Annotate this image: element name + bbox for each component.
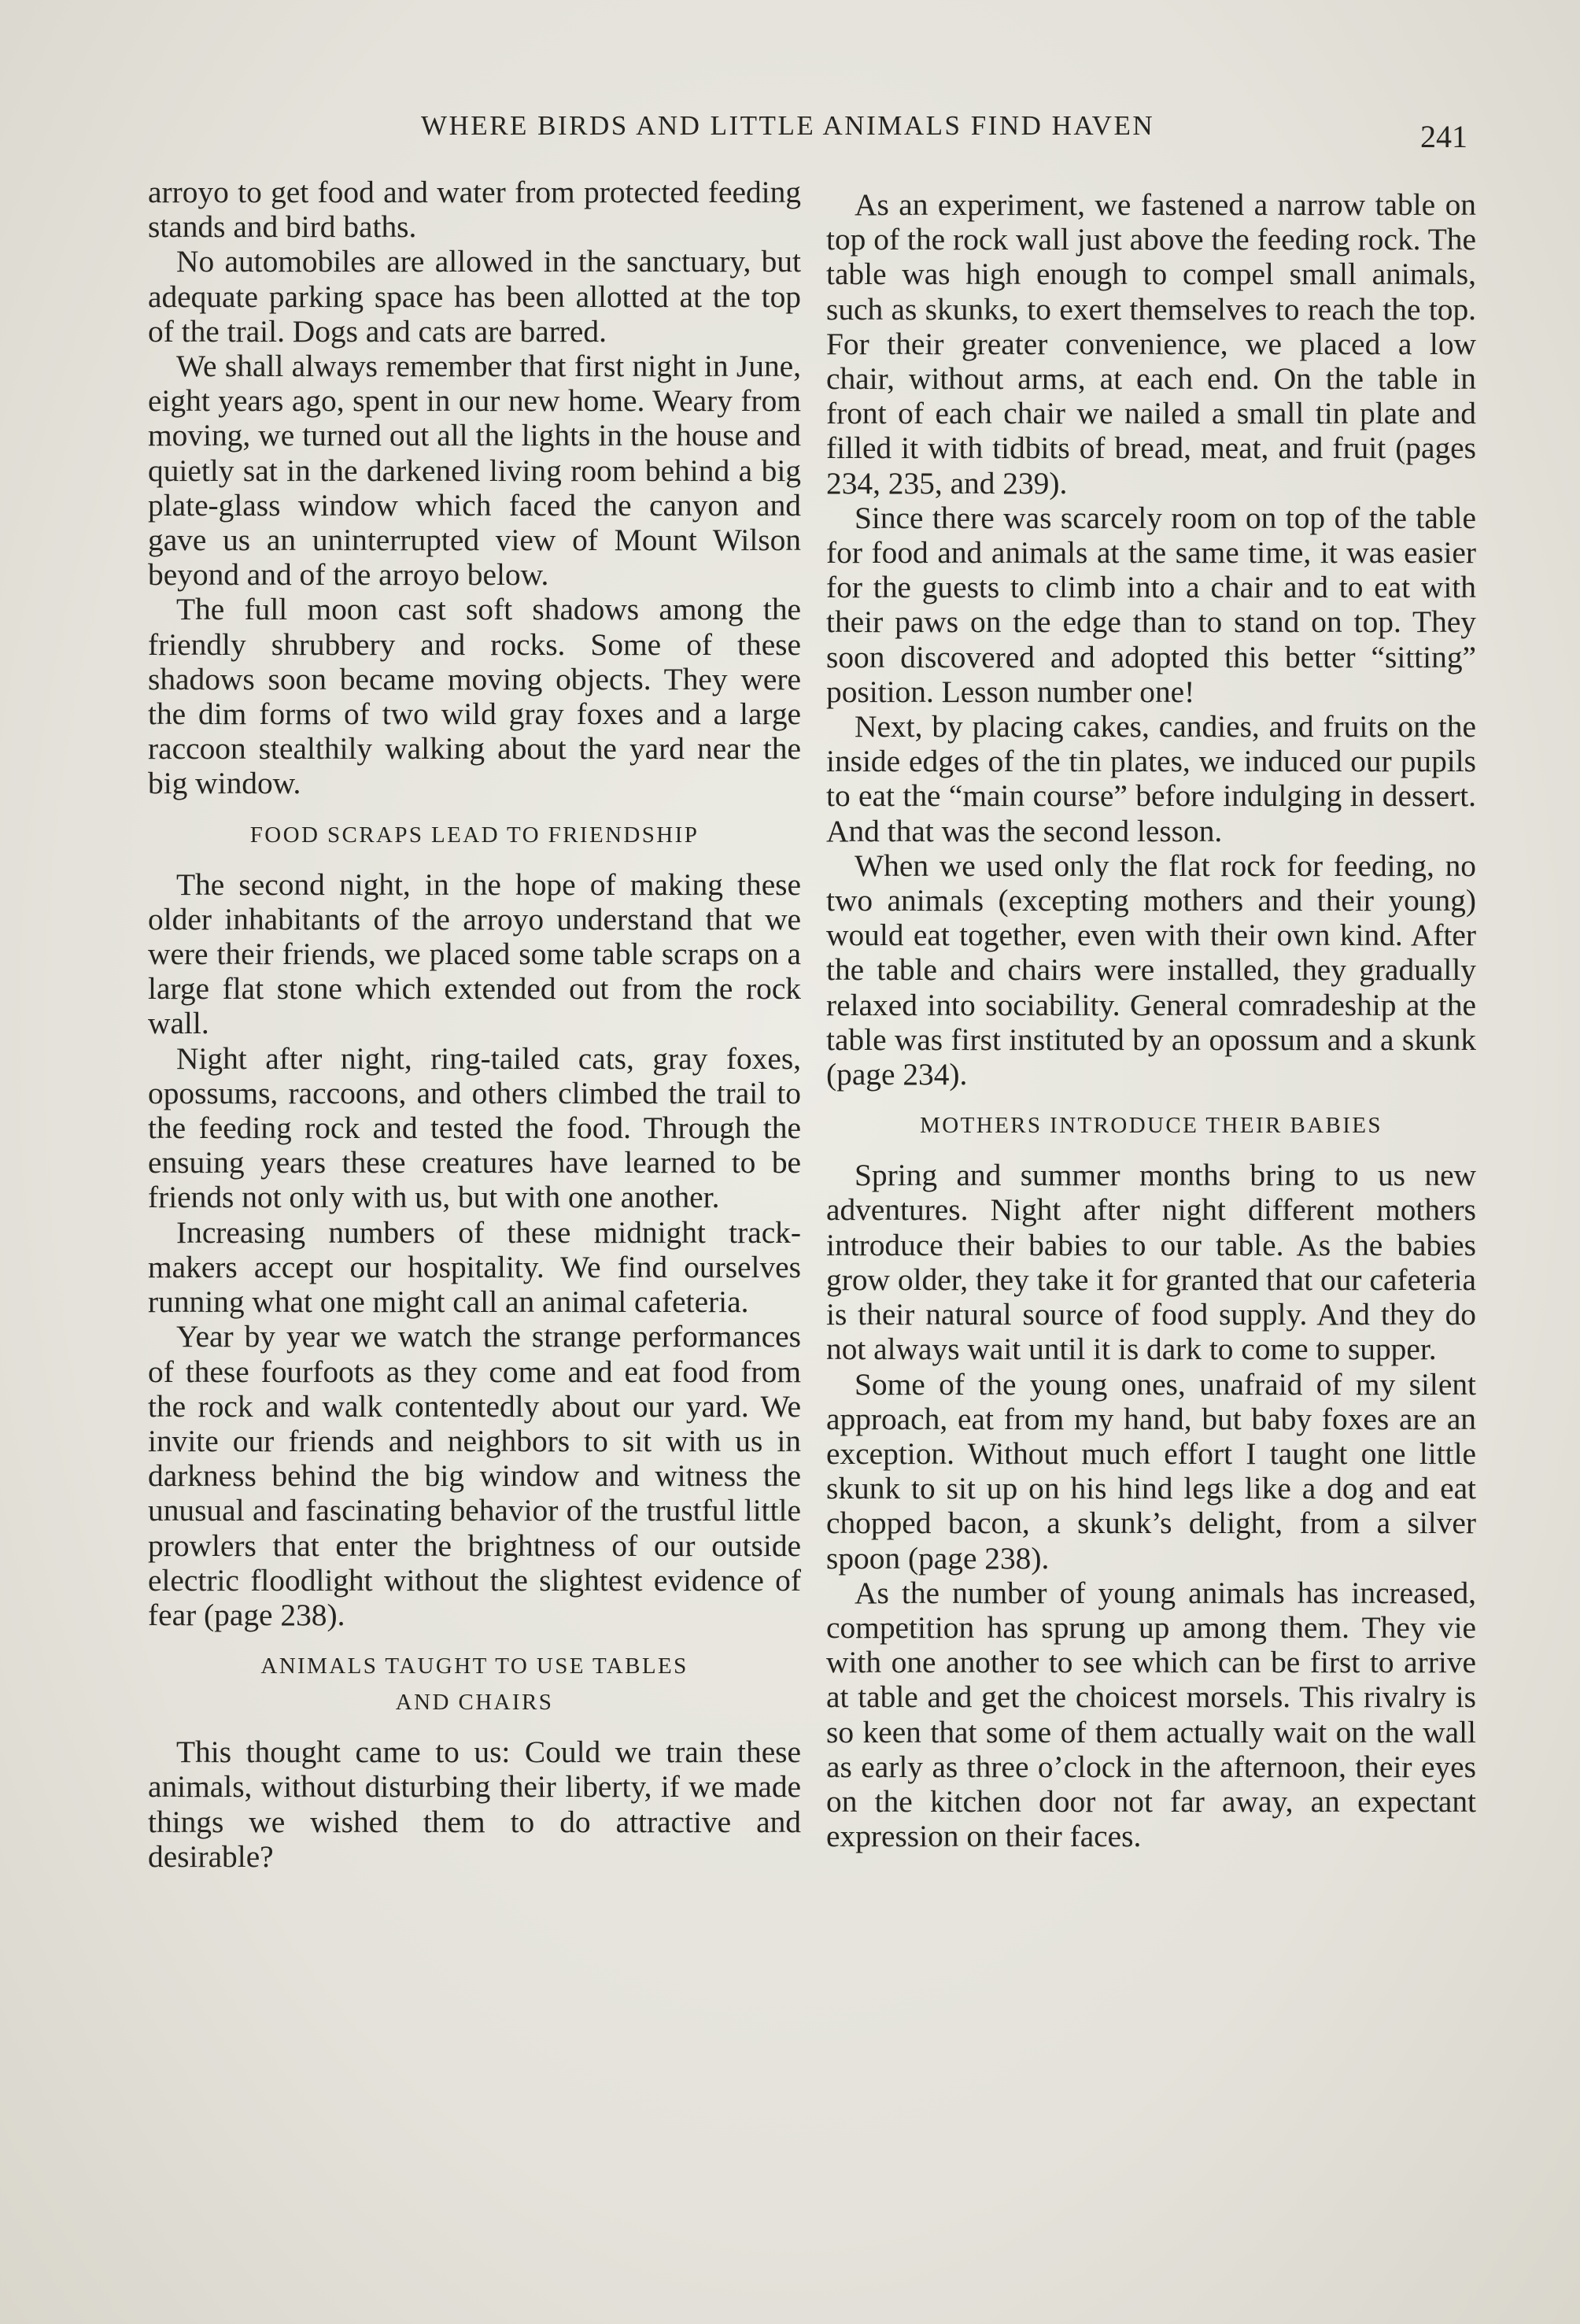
paragraph: Year by year we watch the strange performances of these fourfoots as they come and eat food from the rock and walk contentedly about our yard. We invite our friends and neighbors to sit with us in darkness behind the big window and witness the unusual and fascinating behavior of the trustful little prowlers that enter the brightness of our outside electric floodlight without the slightest evidence of fear (page 238).	[148, 1319, 801, 1632]
paragraph: This thought came to us: Could we train these animals, without disturbing their liberty, if we made things we wished them to do attractive and desirable?	[148, 1735, 801, 1874]
paragraph: The second night, in the hope of making these older inhabitants of the arroyo understand that we were their friends, we placed some table scraps on a large flat stone which extended out from the rock wall.	[148, 866, 801, 1041]
paragraph: arroyo to get food and water from protected feeding stands and bird baths.	[148, 175, 801, 245]
section-heading-line: AND CHAIRS	[395, 1690, 554, 1716]
paragraph: When we used only the flat rock for feeding, no two animals (excepting mothers and their young) would eat together, even with their own kind. After the table and chairs were installed, they gradually relaxed into sociability. General comradeship at the table was first instituted by an opossum and a skunk (page 234).	[826, 848, 1476, 1092]
paragraph: The full moon cast soft shadows among the friendly shrubbery and rocks. Some of these shadows soon became moving objects. They were the dim forms of two wild gray foxes and a large raccoon stealthily walking about the yard near the big window.	[148, 592, 801, 801]
left-column	[148, 175, 801, 1874]
section-heading-line: ANIMALS TAUGHT TO USE TABLES	[260, 1653, 688, 1679]
paragraph: As an experiment, we fastened a narrow table on top of the rock wall just above the feeding rock. The table was high enough to compel small animals, such as skunks, to exert themselves to reach the top. For their greater convenience, we placed a low chair, without arms, at each end. On the table in front of each chair we nailed a small tin plate and filled it with tidbits of bread, meat, and fruit (pages 234, 235, and 239).	[826, 187, 1476, 501]
section-heading: FOOD SCRAPS LEAD TO FRIENDSHIP	[249, 822, 700, 848]
paragraph: We shall always remember that first night in June, eight years ago, spent in our new home. Weary from moving, we turned out all the lights in the house and quietly sat in the darkened living room behind a big plate-glass window which faced the canyon and gave us an uninterrupted view of Mount Wilson beyond and of the arroyo below.	[148, 349, 801, 593]
section-heading	[148, 1648, 801, 1720]
right-column	[826, 187, 1476, 1853]
paragraph: Some of the young ones, unafraid of my silent approach, eat from my hand, but baby foxes are an exception. Without much effort I taught one little skunk to sit up on his hind legs like a dog and eat chopped bacon, a skunk’s delight, from a silver spoon (page 238).	[826, 1366, 1476, 1576]
paragraph: Spring and summer months bring to us new adventures. Night after night different mothers introduce their babies to our table. As the babies grow older, they take it for granted that our cafeteria is their natural source of food supply. And they do not always wait until it is dark to come to supper.	[826, 1158, 1476, 1367]
section-heading: MOTHERS INTRODUCE THEIR BABIES	[920, 1113, 1382, 1139]
paragraph: Night after night, ring-tailed cats, gray foxes, opossums, raccoons, and others climbed the trail to the feeding rock and tested the food. Through the ensuing years these creatures have learned to be friends not only with us, but with one another.	[148, 1040, 801, 1215]
paragraph: As the number of young animals has increased, competition has sprung up among them. They vie with one another to see which can be first to arrive at table and get the choicest morsels. This rivalry is so keen that some of them actually wait on the wall as early as three o’clock in the afternoon, their eyes on the kitchen door not far away, an expectant expression on their faces.	[826, 1575, 1476, 1854]
page-number: 241	[1420, 119, 1467, 154]
paragraph: Since there was scarcely room on top of the table for food and animals at the same time, it was easier for the guests to climb into a chair and to eat with their paws on the edge than to stand on top. They soon discovered and adopted this better “sitting” position. Lesson number one!	[826, 500, 1476, 709]
paragraph: Increasing numbers of these midnight track-makers accept our hospitality. We find ourselves running what one might call an animal cafeteria.	[148, 1214, 801, 1320]
paragraph: No automobiles are allowed in the sanctuary, but adequate parking space has been allotted at the top of the trail. Dogs and cats are barred.	[148, 244, 801, 349]
running-head: WHERE BIRDS AND LITTLE ANIMALS FIND HAVEN	[421, 110, 1155, 141]
paragraph: Next, by placing cakes, candies, and fruits on the inside edges of the tin plates, we induced our pupils to eat the “main course” before indulging in dessert. And that was the second lesson.	[826, 709, 1476, 848]
